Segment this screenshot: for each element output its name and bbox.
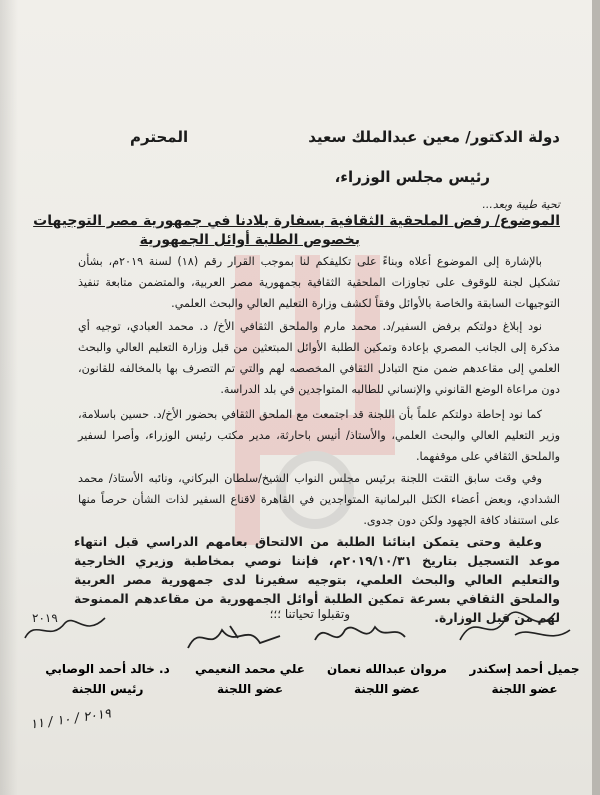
signatory-1-role: عضو اللجنة <box>491 682 558 696</box>
paragraph-3: كما نود إحاطة دولتكم علماً بأن اللجنة قد اجتمعت مع الملحق الثقافي بحضور الأخ/د. حسين باسلامة، وزير التعليم العالي والبحث العلمي، والأستاذ/ أنيس باحارثة، مدير مكتب رئيس الوزراء، وأصرا لسفير والملحق الثقافي على موقفهما. <box>78 408 560 463</box>
signatory-2 <box>322 662 452 696</box>
honorific: المحترم <box>130 128 189 146</box>
subject-line-2: بخصوص الطلبة أوائل الجمهورية <box>139 232 360 248</box>
recipient-name: دولة الدكتور/ معين عبدالملك سعيد <box>308 128 560 146</box>
signatory-4-name: د. خالد أحمد الوصابي <box>45 662 170 676</box>
signatory-1-name: جميل أحمد إسكندر <box>469 662 580 676</box>
signatory-2-name: مروان عبدالله نعمان <box>327 662 447 676</box>
signatory-4-chair <box>40 662 175 696</box>
paragraph-2: نود إبلاغ دولتكم برفض السفير/د. محمد مارم والملحق الثقافي الأخ/ د. محمد العبادي، توجيه أي مذكرة إلى الجانب المصري بإعادة وتمكين الطلبة الأوائل المبتعثين من قبل وزارة التعليم العالي والبحث العلمي إلى مقاعدهم ضمن منح التبادل الثقافي المخصصه لهم والتي تم التصرف بها بالمخالفه للقانون، دون مراعاة الوضع القانوني والإنساني للطالبه المتواجدين في بلد الدراسة. <box>78 320 560 396</box>
paragraph-1: بالإشارة إلى الموضوع أعلاه وبناءً على تكليفكم لنا بموجب القرار رقم (١٨) لسنة ٢٠١٩م، بشأن تشكيل لجنة للوقوف على تجاوزات الملحقية الثقافية بجمهورية مصر العربية، والمتضمن متابعة تنفيذ التوجيهات السابقة والخاصة بالأوائل وفقاً لكشف وزارة التعليم العالي والبحث العلمي. <box>78 255 560 310</box>
signature-scribble-2 <box>310 615 410 655</box>
signatory-2-role: عضو اللجنة <box>353 682 421 696</box>
greeting: تحية طيبة وبعد... <box>482 198 560 211</box>
handwritten-date: ٢٠١٩ / ١٠ / ١١ <box>29 706 112 733</box>
signature-scribble-3 <box>180 618 290 658</box>
signatory-3-role: عضو اللجنة <box>216 682 284 696</box>
page-edge <box>592 0 600 795</box>
recipient-title: رئيس مجلس الوزراء، <box>334 168 490 186</box>
signatory-3-name: علي محمد النعيمي <box>194 662 306 676</box>
signatory-3 <box>190 662 310 696</box>
subject-line-1: الموضوع/ رفض الملحقية الثقافية بسفارة بلادنا في جمهورية مصر التوجيهات <box>33 213 560 229</box>
closing: وتقبلوا تحياتنا ؛؛؛ <box>269 607 350 621</box>
signature-scribble-4 <box>20 608 110 648</box>
paragraph-4: وفي وقت سابق التقت اللجنة برئيس مجلس النواب الشيخ/سلطان البركاني، ونائبه الأستاذ/ محمد الشدادي، وبعض أعضاء الكتل البرلمانية المتواجدين في القاهرة لاقناع السفير لذات الشأن حرصاً منها على استنفاد كافة الجهود ولكن دون جدوى. <box>78 472 560 527</box>
signatory-4-role: رئيس اللجنة <box>71 682 144 696</box>
signatory-1 <box>457 662 592 696</box>
signature-scribble-1 <box>455 605 575 650</box>
svg-text:٢٠١٩: ٢٠١٩ <box>32 611 58 625</box>
paragraph-5-recommendation: وعلية وحتى يتمكن ابنائنا الطلبة من الالتحاق بعامهم الدراسي قبل انتهاء موعد التسجيل بتاريخ ٢٠١٩/١٠/٣١م، فإننا نوصي بمخاطبة وزيري الخارجية والتعليم العالي والبحث العلمي، بتوجيه سفيرنا لدى جمهورية مصر العربية والملحق الثقافي بسرعة تمكين الطلبة أوائل الجمهورية من مقاعدهم الممنوحة لهم من قبل الوزارة. <box>74 534 560 625</box>
